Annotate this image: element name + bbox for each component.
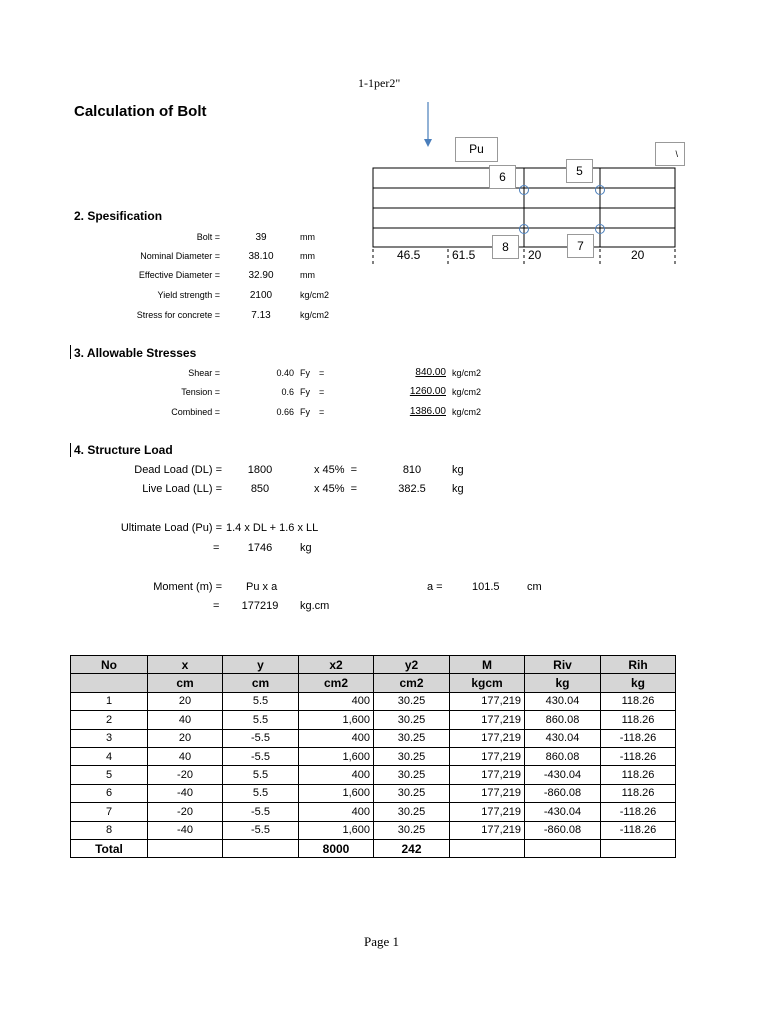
cell-y2: 30.25: [374, 747, 450, 765]
col-header-riv: Riv: [525, 656, 601, 674]
allowable-label-combined: Combined =: [171, 407, 220, 417]
col-header-m: M: [450, 656, 525, 674]
allowable-fy-tension: Fy: [300, 387, 310, 397]
load-value-live: 850: [250, 483, 270, 495]
cell-no: 2: [71, 711, 148, 729]
cell-rih: 118.26: [601, 711, 676, 729]
cell-riv: 430.04: [525, 729, 601, 747]
cell-m: 177,219: [450, 692, 525, 710]
allowable-value-combined: 1386.00: [409, 406, 446, 417]
allowable-heading: 3. Allowable Stresses: [74, 346, 197, 360]
cell-y: -5.5: [223, 803, 299, 821]
col-unit-m: kgcm: [450, 674, 525, 692]
cell-y2: 30.25: [374, 729, 450, 747]
col-header-no: No: [71, 656, 148, 674]
spec-heading: 2. Spesification: [74, 209, 163, 223]
cell-rih: -118.26: [601, 803, 676, 821]
cell-rih: -118.26: [601, 821, 676, 839]
cell-no: 8: [71, 821, 148, 839]
spec-label-bolt: Bolt =: [196, 232, 220, 242]
spec-unit-yield: kg/cm2: [300, 290, 330, 300]
allowable-label-tension: Tension =: [181, 387, 220, 397]
cell-m: 177,219: [450, 784, 525, 802]
cell-x2: 400: [299, 766, 374, 784]
col-header-y: y: [223, 656, 299, 674]
cell-no: 7: [71, 803, 148, 821]
allowable-value-shear: 840.00: [415, 367, 446, 378]
load-unit-dead: kg: [452, 464, 464, 476]
cell-y2: 30.25: [374, 821, 450, 839]
dim-2: 61.5: [452, 248, 476, 262]
cell-y: -5.5: [223, 729, 299, 747]
allowable-value-tension: 1260.00: [409, 386, 446, 397]
ultimate-unit: kg: [300, 542, 312, 554]
spec-value-nominal: 38.10: [248, 251, 274, 262]
cell-x: -40: [148, 784, 223, 802]
cell-riv: -860.08: [525, 784, 601, 802]
cell-no: 4: [71, 747, 148, 765]
allowable-eq-shear: =: [319, 368, 325, 378]
cell-y2: 30.25: [374, 784, 450, 802]
load-value-dead: 1800: [247, 464, 273, 476]
table-header-row: [71, 656, 676, 674]
col-header-x2: x2: [299, 656, 374, 674]
col-unit-x2: cm2: [299, 674, 374, 692]
page-number: Page 1: [364, 934, 400, 949]
total-x2: 8000: [299, 839, 374, 857]
load-label-dead: Dead Load (DL) =: [134, 464, 222, 476]
table-row: [71, 747, 676, 765]
allowable-factor-tension: 0.6: [281, 387, 294, 397]
ultimate-eq: =: [213, 542, 220, 554]
moment-label: Moment (m) =: [153, 581, 222, 593]
total-y2: 242: [374, 839, 450, 857]
bolt-label-6: 6: [489, 165, 516, 189]
load-factor-dead: x 45% =: [314, 464, 358, 476]
cell-m: 177,219: [450, 803, 525, 821]
dim-1: 46.5: [397, 248, 421, 262]
allowable-unit-tension: kg/cm2: [452, 387, 482, 397]
bolt-table: [70, 655, 676, 858]
spec-value-concrete: 7.13: [251, 310, 271, 321]
cell-no: 6: [71, 784, 148, 802]
col-unit-riv: kg: [525, 674, 601, 692]
spec-label-concrete: Stress for concrete =: [136, 310, 220, 320]
cell-x: 40: [148, 711, 223, 729]
col-unit-y2: cm2: [374, 674, 450, 692]
allowable-unit-shear: kg/cm2: [452, 368, 482, 378]
cell-m: 177,219: [450, 711, 525, 729]
col-unit-no: [71, 674, 148, 692]
spec-label-effective: Effective Diameter =: [138, 270, 220, 280]
spec-unit-nominal: mm: [300, 251, 315, 261]
cell-riv: 860.08: [525, 747, 601, 765]
spec-value-yield: 2100: [249, 290, 273, 301]
table-row: [71, 729, 676, 747]
load-result-live: 382.5: [398, 483, 426, 495]
bolt-label-8: 8: [492, 235, 519, 259]
cell-y: 5.5: [223, 692, 299, 710]
bolt-label-7: 7: [567, 234, 594, 258]
allowable-label-shear: Shear =: [188, 368, 220, 378]
header-note: 1-1per2": [358, 76, 401, 90]
load-label-live: Live Load (LL) =: [142, 483, 222, 495]
bolt-label-5: 5: [566, 159, 593, 183]
diagram-lines: [0, 0, 768, 300]
spec-label-yield: Yield strength =: [157, 290, 220, 300]
cell-x: -40: [148, 821, 223, 839]
a-value: 101.5: [472, 581, 500, 593]
spec-unit-bolt: mm: [300, 232, 315, 242]
table-row: [71, 692, 676, 710]
cell-x: 20: [148, 692, 223, 710]
a-unit: cm: [527, 581, 542, 593]
cell-y: 5.5: [223, 766, 299, 784]
total-m: [450, 839, 525, 857]
cell-riv: -430.04: [525, 803, 601, 821]
col-unit-y: cm: [223, 674, 299, 692]
allowable-eq-tension: =: [319, 387, 325, 397]
allowable-eq-combined: =: [319, 407, 325, 417]
ultimate-value: 1746: [247, 542, 273, 554]
total-riv: [525, 839, 601, 857]
spec-value-effective: 32.90: [248, 270, 274, 281]
cell-x: -20: [148, 766, 223, 784]
load-label-box: Pu: [455, 137, 498, 162]
table-total-row: [71, 839, 676, 857]
cell-riv: 860.08: [525, 711, 601, 729]
cut-label-box: \: [655, 142, 685, 166]
allowable-unit-combined: kg/cm2: [452, 407, 482, 417]
cell-y2: 30.25: [374, 766, 450, 784]
cell-x: 20: [148, 729, 223, 747]
moment-eq: =: [213, 600, 220, 612]
col-header-rih: Rih: [601, 656, 676, 674]
cell-riv: 430.04: [525, 692, 601, 710]
cell-x2: 400: [299, 692, 374, 710]
moment-unit: kg.cm: [300, 600, 330, 612]
cell-x2: 1,600: [299, 821, 374, 839]
cell-y2: 30.25: [374, 711, 450, 729]
cell-rih: -118.26: [601, 747, 676, 765]
spec-value-bolt: 39: [255, 232, 267, 243]
section-marker-4: [70, 443, 71, 457]
moment-formula: Pu x a: [246, 581, 278, 593]
cell-m: 177,219: [450, 821, 525, 839]
cell-y2: 30.25: [374, 692, 450, 710]
col-header-y2: y2: [374, 656, 450, 674]
table-row: [71, 766, 676, 784]
load-heading: 4. Structure Load: [74, 443, 173, 457]
cell-riv: -860.08: [525, 821, 601, 839]
ultimate-formula: 1.4 x DL + 1.6 x LL: [226, 522, 319, 534]
allowable-fy-shear: Fy: [300, 368, 310, 378]
cell-m: 177,219: [450, 766, 525, 784]
total-y: [223, 839, 299, 857]
dim-4: 20: [631, 248, 645, 262]
cell-y: 5.5: [223, 784, 299, 802]
cell-y: -5.5: [223, 821, 299, 839]
cell-rih: 118.26: [601, 784, 676, 802]
table-row: [71, 821, 676, 839]
cell-x2: 400: [299, 803, 374, 821]
cell-rih: 118.26: [601, 692, 676, 710]
total-label: Total: [71, 839, 148, 857]
cell-no: 3: [71, 729, 148, 747]
cell-x2: 1,600: [299, 747, 374, 765]
spec-label-nominal: Nominal Diameter =: [140, 251, 220, 261]
table-row: [71, 784, 676, 802]
spec-unit-effective: mm: [300, 270, 315, 280]
cell-m: 177,219: [450, 729, 525, 747]
cell-x: -20: [148, 803, 223, 821]
page-title: Calculation of Bolt: [74, 103, 207, 120]
cell-rih: -118.26: [601, 729, 676, 747]
cell-riv: -430.04: [525, 766, 601, 784]
col-unit-x: cm: [148, 674, 223, 692]
cell-rih: 118.26: [601, 766, 676, 784]
cell-m: 177,219: [450, 747, 525, 765]
cell-x2: 1,600: [299, 784, 374, 802]
cell-no: 1: [71, 692, 148, 710]
dim-3: 20: [528, 248, 542, 262]
cell-y: -5.5: [223, 747, 299, 765]
cell-x: 40: [148, 747, 223, 765]
load-result-dead: 810: [402, 464, 422, 476]
total-rih: [601, 839, 676, 857]
cell-x2: 400: [299, 729, 374, 747]
total-x: [148, 839, 223, 857]
ultimate-label: Ultimate Load (Pu) =: [120, 522, 222, 534]
col-unit-rih: kg: [601, 674, 676, 692]
allowable-factor-shear: 0.40: [276, 368, 294, 378]
a-label: a =: [427, 581, 443, 593]
col-header-x: x: [148, 656, 223, 674]
section-marker-3: [70, 345, 71, 359]
load-unit-live: kg: [452, 483, 464, 495]
allowable-fy-combined: Fy: [300, 407, 310, 417]
table-row: [71, 803, 676, 821]
spec-unit-concrete: kg/cm2: [300, 310, 330, 320]
allowable-factor-combined: 0.66: [276, 407, 294, 417]
cell-y: 5.5: [223, 711, 299, 729]
moment-value: 177219: [241, 600, 279, 612]
table-row: [71, 711, 676, 729]
table-unit-row: [71, 674, 676, 692]
cell-no: 5: [71, 766, 148, 784]
cell-y2: 30.25: [374, 803, 450, 821]
load-arrow-head: [424, 139, 432, 147]
load-factor-live: x 45% =: [314, 483, 358, 495]
cell-x2: 1,600: [299, 711, 374, 729]
